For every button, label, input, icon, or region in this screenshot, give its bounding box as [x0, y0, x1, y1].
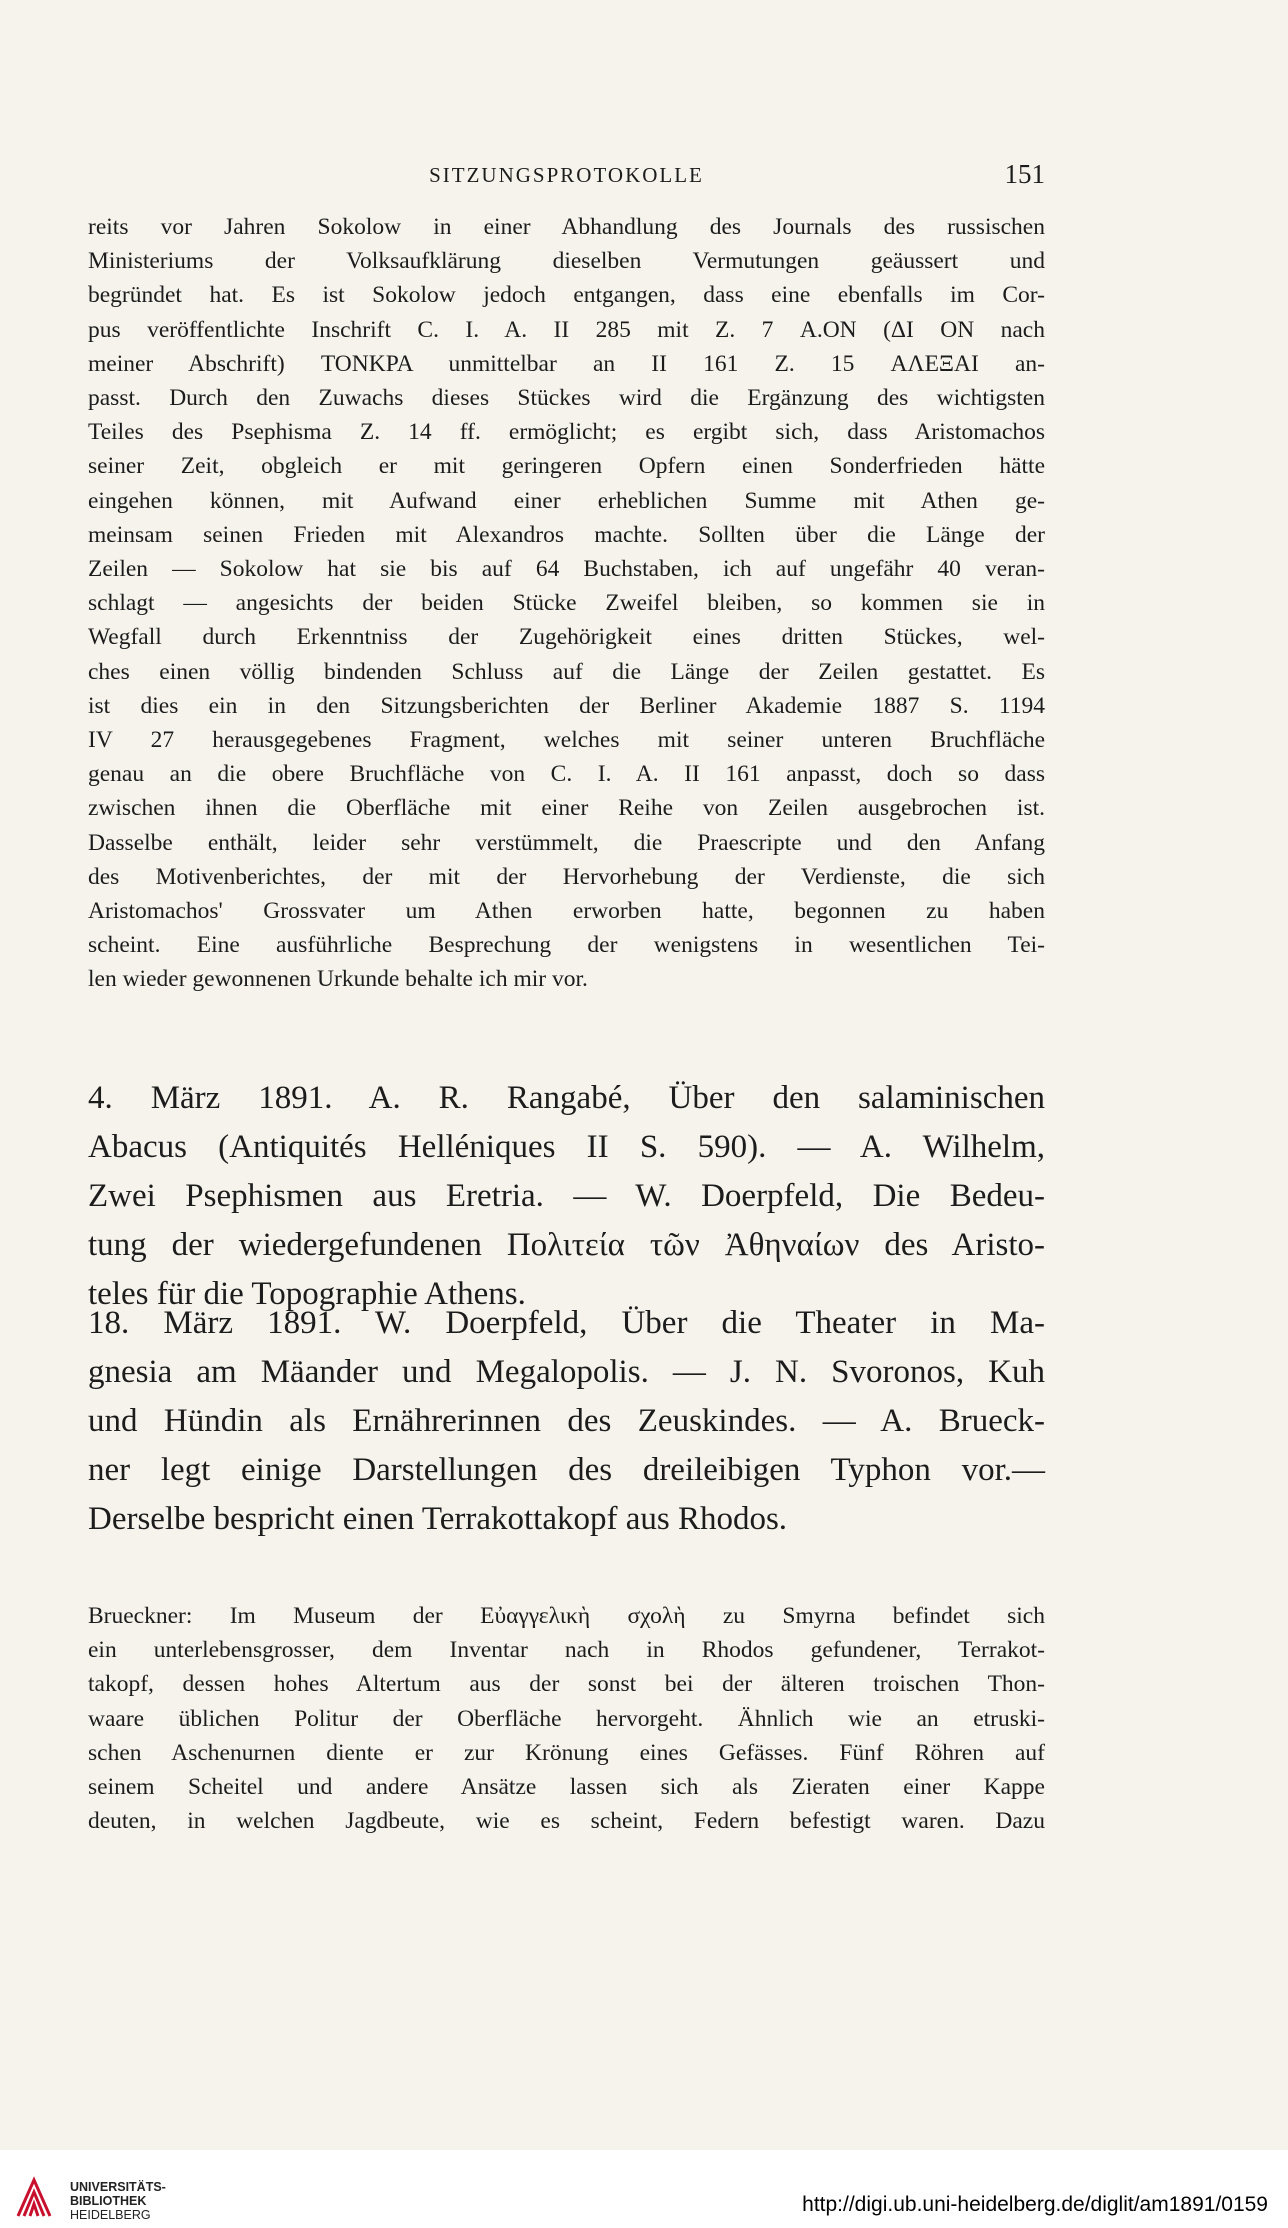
text-line: Aristomachos' Grossvater um Athen erworben hatte, begonnen zu haben	[88, 898, 1045, 925]
text-line: Teiles des Psephisma Z. 14 ff. ermöglicht; es ergibt sich, dass Aristomachos	[88, 419, 1045, 446]
source-url-link[interactable]: http://digi.ub.uni-heidelberg.de/diglit/am1891/0159	[802, 2193, 1268, 2216]
text-line: waare üblichen Politur der Oberfläche hervorgeht. Ähnlich wie an etruski-	[88, 1705, 1045, 1732]
text-line: scheint. Eine ausführliche Besprechung der wenigstens in wesentlichen Tei-	[88, 932, 1045, 959]
text-line: ner legt einige Darstellungen des dreileibigen Typhon vor.—	[88, 1452, 1045, 1488]
text-line: des Motivenberichtes, der mit der Hervorhebung der Verdienste, die sich	[88, 863, 1045, 890]
text-line: ein unterlebensgrosser, dem Inventar nach in Rhodos gefundener, Terrakot-	[88, 1637, 1045, 1664]
page-header	[88, 159, 1045, 193]
text-line: ist dies ein in den Sitzungsberichten der Berliner Akademie 1887 S. 1194	[88, 692, 1045, 719]
meeting-entry-march-4	[88, 1074, 1045, 1319]
text-line: Dasselbe enthält, leider sehr verstümmelt, die Praescripte und den Anfang	[88, 829, 1045, 856]
text-line: zwischen ihnen die Oberfläche mit einer Reihe von Zeilen ausgebrochen ist.	[88, 795, 1045, 822]
text-line: IV 27 herausgegebenes Fragment, welches mit seiner unteren Bruchfläche	[88, 727, 1045, 754]
text-line: und Hündin als Ernährerinnen des Zeuskindes. — A. Brueck-	[88, 1403, 1045, 1439]
library-name	[70, 2180, 166, 2222]
text-line: schen Aschenurnen diente er zur Krönung eines Gefässes. Fünf Röhren auf	[88, 1739, 1045, 1766]
text-line: Brueckner: Im Museum der Εὐαγγελικὴ σχολὴ zu Smyrna befindet sich	[88, 1603, 1045, 1629]
library-name-line: HEIDELBERG	[70, 2208, 151, 2222]
text-line: Ministeriums der Volksaufklärung dieselben Vermutungen geäussert und	[88, 248, 1045, 275]
text-line: Abacus (Antiquités Helléniques II S. 590). — A. Wilhelm,	[88, 1129, 1045, 1165]
footer-bar	[0, 2150, 1288, 2228]
text-line: Zwei Psephismen aus Eretria. — W. Doerpfeld, Die Bedeu-	[88, 1178, 1045, 1214]
text-line: 18. März 1891. W. Doerpfeld, Über die Theater in Ma-	[88, 1305, 1045, 1341]
text-line: passt. Durch den Zuwachs dieses Stückes wird die Ergänzung des wichtigsten	[88, 385, 1045, 412]
text-line: len wieder gewonnenen Urkunde behalte ich mir vor.	[88, 966, 588, 993]
brueckner-note	[88, 1599, 1045, 1838]
running-title: SITZUNGSPROTOKOLLE	[429, 163, 704, 187]
text-line: Wegfall durch Erkenntniss der Zugehörigkeit eines dritten Stückes, wel-	[88, 624, 1045, 651]
text-line: 4. März 1891. A. R. Rangabé, Über den salaminischen	[88, 1080, 1045, 1116]
text-line: begründet hat. Es ist Sokolow jedoch entgangen, dass eine ebenfalls im Cor-	[88, 282, 1045, 309]
library-name-line: UNIVERSITÄTS-	[70, 2180, 166, 2194]
text-line: seinem Scheitel und andere Ansätze lassen sich als Zieraten einer Kappe	[88, 1774, 1045, 1801]
text-line: ches einen völlig bindenden Schluss auf die Länge der Zeilen gestattet. Es	[88, 658, 1045, 685]
body-paragraph	[88, 210, 1045, 997]
text-line: meiner Abschrift) ΤΟΝΚΡΑ unmittelbar an II 161 Z. 15 ΑΛΕΞΑΙ an-	[88, 350, 1045, 377]
text-line: pus veröffentlichte Inschrift C. I. A. II 285 mit Z. 7 Α.ΟΝ (ΔΙ ΟΝ nach	[88, 316, 1045, 343]
text-line: genau an die obere Bruchfläche von C. I. A. II 161 anpasst, doch so dass	[88, 761, 1045, 788]
page-number: 151	[1004, 159, 1045, 189]
text-line: schlagt — angesichts der beiden Stücke Zweifel bleiben, so kommen sie in	[88, 590, 1045, 617]
text-line: eingehen können, mit Aufwand einer erheblichen Summe mit Athen ge-	[88, 487, 1045, 514]
text-line: Derselbe bespricht einen Terrakottakopf aus Rhodos.	[88, 1501, 788, 1537]
university-library-logo-icon	[14, 2176, 54, 2220]
text-line: reits vor Jahren Sokolow in einer Abhandlung des Journals des russischen	[88, 214, 1045, 240]
text-line: Zeilen — Sokolow hat sie bis auf 64 Buchstaben, ich auf ungefähr 40 veran-	[88, 556, 1045, 583]
text-line: teles für die Topographie Athens.	[88, 1276, 526, 1312]
text-line: meinsam seinen Frieden mit Alexandros machte. Sollten über die Länge der	[88, 521, 1045, 548]
text-line: takopf, dessen hohes Altertum aus der sonst bei der älteren troischen Thon-	[88, 1671, 1045, 1698]
text-line: seiner Zeit, obgleich er mit geringeren Opfern einen Sonderfrieden hätte	[88, 453, 1045, 480]
text-line: gnesia am Mäander und Megalopolis. — J. N. Svoronos, Kuh	[88, 1354, 1045, 1390]
meeting-entry-march-18	[88, 1299, 1045, 1544]
library-name-line: BIBLIOTHEK	[70, 2194, 147, 2208]
text-line: tung der wiedergefundenen Πολιτεία τῶν Ἀθηναίων des Aristo-	[88, 1227, 1045, 1263]
text-line: deuten, in welchen Jagdbeute, wie es scheint, Federn befestigt waren. Dazu	[88, 1808, 1045, 1835]
